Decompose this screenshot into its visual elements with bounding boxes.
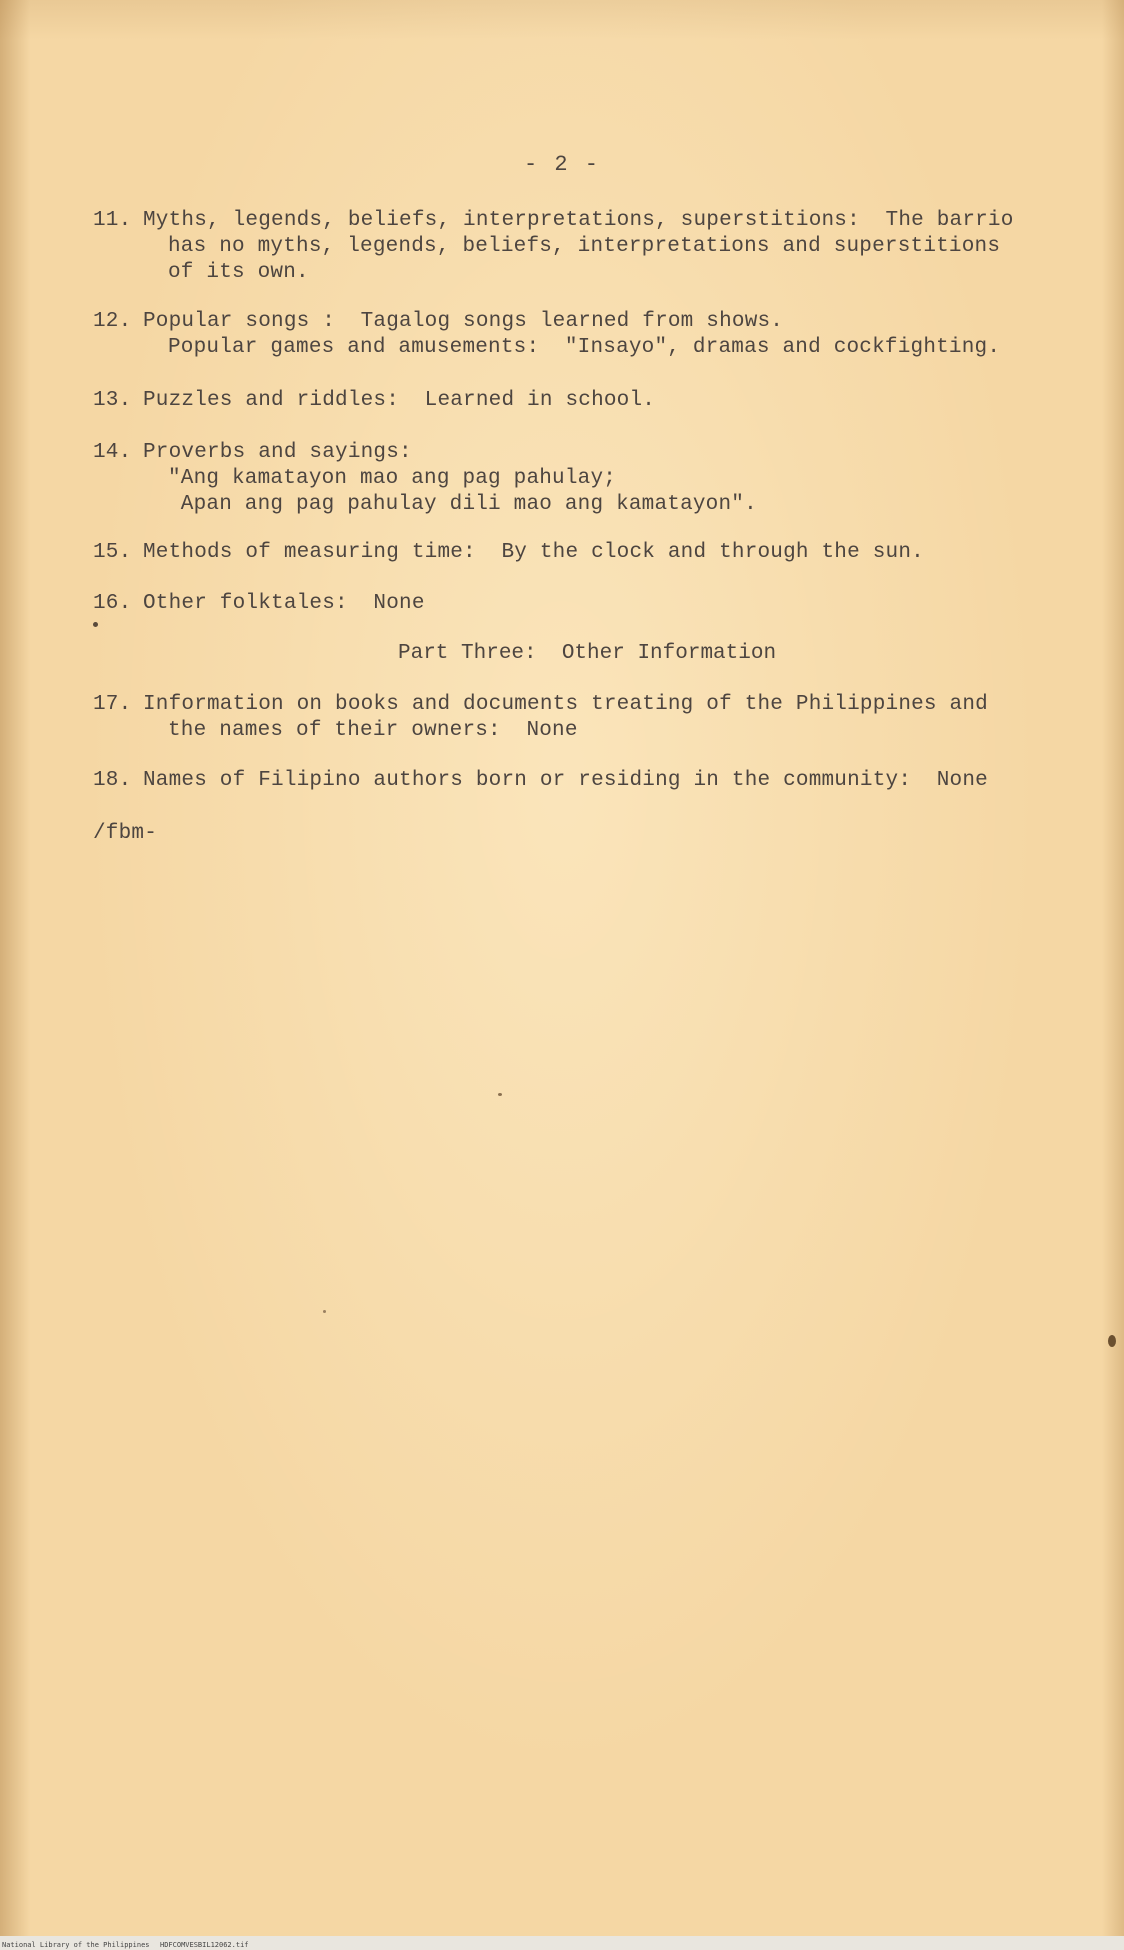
item-12-line-1: Popular songs : Tagalog songs learned from shows.	[143, 310, 784, 333]
paper-speck	[1108, 1335, 1116, 1347]
section-heading-part-three: Part Three: Other Information	[398, 642, 777, 665]
item-17-line-1: Information on books and documents treating of the Philippines and	[143, 693, 988, 716]
item-16-line-1: Other folktales: None	[143, 592, 425, 615]
item-18-number: 18.	[93, 769, 132, 792]
item-14-line-3: Apan ang pag pahulay dili mao ang kamatayon".	[168, 493, 757, 516]
item-12-number: 12.	[93, 310, 132, 333]
item-18-line-1: Names of Filipino authors born or residing in the community: None	[143, 769, 988, 792]
item-14-line-1: Proverbs and sayings:	[143, 441, 412, 464]
item-11-line-3: of its own.	[168, 261, 309, 284]
item-15-line-1: Methods of measuring time: By the clock and through the sun.	[143, 541, 924, 564]
paper-speck	[498, 1093, 502, 1096]
item-17-number: 17.	[93, 693, 132, 716]
item-11-line-1: Myths, legends, beliefs, interpretations, superstitions: The barrio	[143, 209, 1014, 232]
item-11-number: 11.	[93, 209, 132, 232]
footer-archive-id: HDFCOMVESBIL12062.tif	[160, 1941, 249, 1949]
item-15-number: 15.	[93, 541, 132, 564]
paper-speck	[323, 1310, 326, 1313]
item-13-line-1: Puzzles and riddles: Learned in school.	[143, 389, 656, 412]
item-12-line-2: Popular games and amusements: "Insayo", dramas and cockfighting.	[168, 336, 1001, 359]
item-16-number: 16.	[93, 592, 132, 615]
page-number: - 2 -	[523, 152, 600, 177]
item-14-line-2: "Ang kamatayon mao ang pag pahulay;	[168, 467, 617, 490]
item-14-number: 14.	[93, 441, 132, 464]
scan-footer	[0, 1936, 1124, 1950]
item-11-line-2: has no myths, legends, beliefs, interpretations and superstitions	[168, 235, 1001, 258]
footer-library-label: National Library of the Philippines	[2, 1941, 150, 1949]
item-13-number: 13.	[93, 389, 132, 412]
typist-initials: /fbm-	[93, 822, 158, 845]
paper-speck	[93, 622, 98, 627]
item-17-line-2: the names of their owners: None	[168, 719, 578, 742]
